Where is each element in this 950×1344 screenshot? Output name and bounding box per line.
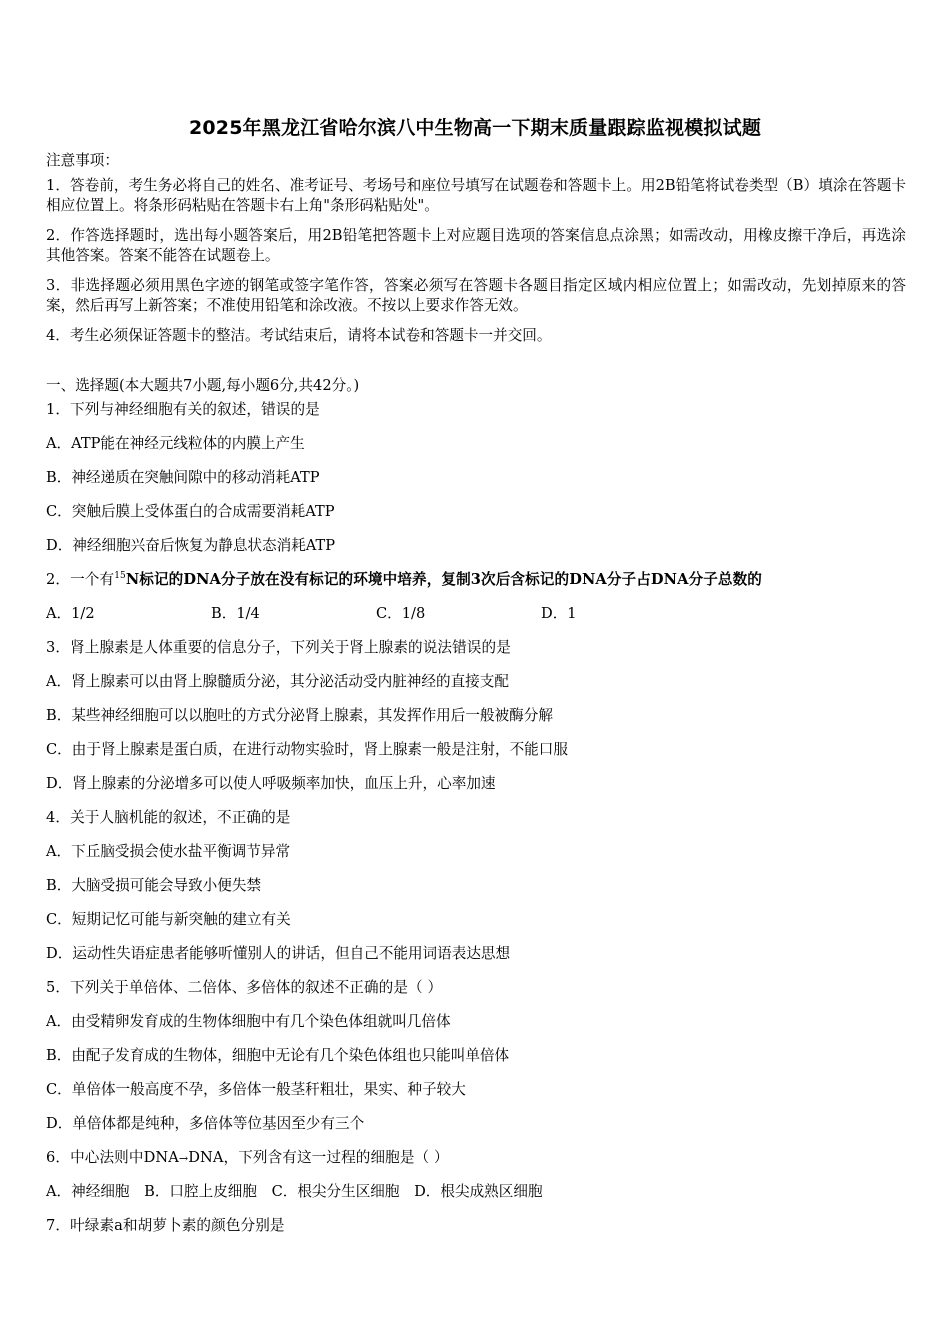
question-4-option-c: C．短期记忆可能与新突触的建立有关 [46, 911, 291, 928]
question-3-stem: 3．肾上腺素是人体重要的信息分子，下列关于肾上腺素的说法错误的是 [46, 639, 511, 656]
question-5-option-a: A．由受精卵发育成的生物体细胞中有几个染色体组就叫几倍体 [46, 1013, 451, 1030]
question-2-option-b: B．1/4 [211, 605, 260, 622]
question-1-stem: 1．下列与神经细胞有关的叙述，错误的是 [46, 401, 320, 418]
question-2-number: 2． [46, 571, 71, 588]
question-7-stem: 7．叶绿素a和胡萝卜素的颜色分别是 [46, 1217, 285, 1234]
question-2-option-c: C．1/8 [376, 605, 426, 622]
question-2-stem [46, 570, 762, 590]
question-5-stem: 5．下列关于单倍体、二倍体、多倍体的叙述不正确的是（ ） [46, 979, 443, 996]
notice-item-3: 3．非选择题必须用黑色字迹的钢笔或签字笔作答，答案必须写在答题卡各题目指定区域内相应位置上；如需改动，先划掉原来的答案，然后再写上新答案；不准使用铅笔和涂改液。不按以上要求作答无效。 [46, 277, 906, 314]
question-2-text-post: N标记的DNA分子放在没有标记的环境中培养，复制3次后含标记的DNA分子占DNA分子总数的 [125, 571, 762, 588]
question-1-option-b: B．神经递质在突触间隙中的移动消耗ATP [46, 469, 320, 486]
question-6-number: 6． [46, 1149, 71, 1166]
question-5-option-c: C．单倍体一般高度不孕，多倍体一般茎秆粗壮，果实、种子较大 [46, 1081, 466, 1098]
arrow-glyph: → [178, 1152, 189, 1165]
question-1-option-c: C．突触后膜上受体蛋白的合成需要消耗ATP [46, 503, 335, 520]
question-3-option-d: D．肾上腺素的分泌增多可以使人呼吸频率加快，血压上升，心率加速 [46, 775, 496, 792]
question-6-text-pre: 中心法则中DNA [70, 1149, 179, 1166]
notice-item-2: 2．作答选择题时，选出每小题答案后，用2B铅笔把答题卡上对应题目选项的答案信息点涂黑；如需改动，用橡皮擦干净后，再选涂其他答案。答案不能答在试题卷上。 [46, 227, 906, 264]
question-2-option-a: A．1/2 [46, 605, 95, 622]
question-1-option-a: A．ATP能在神经元线粒体的内膜上产生 [46, 435, 305, 452]
question-6-stem [46, 1148, 449, 1169]
question-4-option-d: D．运动性失语症患者能够听懂别人的讲话，但自己不能用词语表达思想 [46, 945, 511, 962]
notice-item-1: 1．答卷前，考生务必将自己的姓名、准考证号、考场号和座位号填写在试题卷和答题卡上。用2B铅笔将试卷类型（B）填涂在答题卡相应位置上。将条形码粘贴在答题卡右上角"条形码粘贴处"。 [46, 177, 906, 214]
isotope-superscript: 15 [114, 571, 126, 581]
question-1-option-d: D．神经细胞兴奋后恢复为静息状态消耗ATP [46, 537, 336, 554]
question-4-option-b: B．大脑受损可能会导致小便失禁 [46, 877, 262, 894]
question-5-option-d: D．单倍体都是纯种，多倍体等位基因至少有三个 [46, 1115, 365, 1132]
question-4-stem: 4．关于人脑机能的叙述，不正确的是 [46, 809, 291, 826]
question-3-option-a: A．肾上腺素可以由肾上腺髓质分泌，其分泌活动受内脏神经的直接支配 [46, 673, 509, 690]
notice-item-4: 4．考生必须保证答题卡的整洁。考试结束后，请将本试卷和答题卡一并交回。 [46, 327, 552, 344]
question-6-text-post: DNA，下列含有这一过程的细胞是（ ） [188, 1149, 449, 1166]
question-4-option-a: A．下丘脑受损会使水盐平衡调节异常 [46, 843, 291, 860]
notice-heading: 注意事项： [46, 152, 119, 169]
page-title: 2025年黑龙江省哈尔滨八中生物高一下期末质量跟踪监视模拟试题 [188, 117, 762, 139]
question-3-option-c: C．由于肾上腺素是蛋白质，在进行动物实验时，肾上腺素一般是注射，不能口服 [46, 741, 568, 758]
question-3-option-b: B．某些神经细胞可以以胞吐的方式分泌肾上腺素，其发挥作用后一般被酶分解 [46, 707, 553, 724]
section-heading: 一、选择题(本大题共7小题,每小题6分,共42分。) [46, 377, 360, 394]
question-6-options: A．神经细胞 B．口腔上皮细胞 C．根尖分生区细胞 D．根尖成熟区细胞 [46, 1183, 543, 1200]
question-2-option-d: D．1 [541, 605, 577, 622]
question-5-option-b: B．由配子发育成的生物体，细胞中无论有几个染色体组也只能叫单倍体 [46, 1047, 510, 1064]
question-2-text-pre: 一个有 [70, 571, 115, 588]
question-2-options [46, 604, 706, 624]
